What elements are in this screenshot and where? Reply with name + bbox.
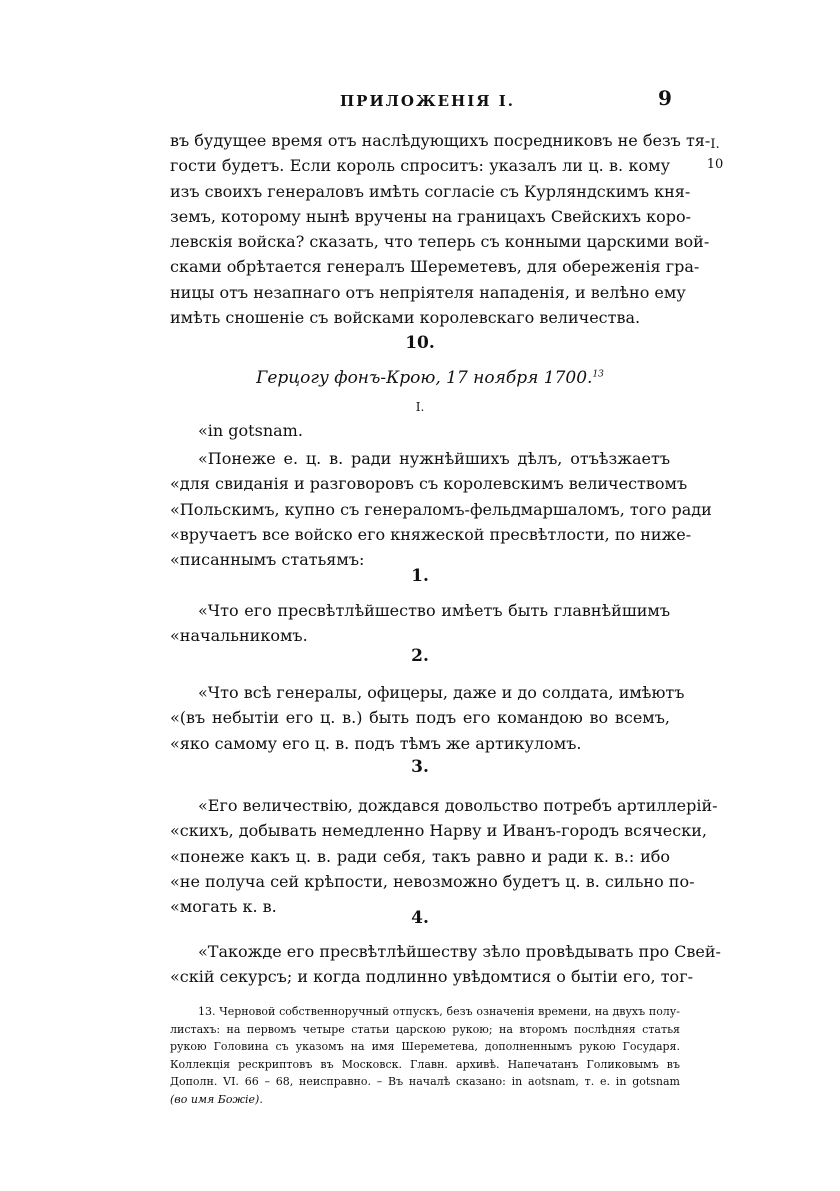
text-line: «(въ небытіи его ц. в.) быть подъ его командою во всемъ, [170, 708, 670, 728]
text-line: «начальникомъ. [170, 626, 308, 646]
text-line: «Что всѣ генералы, офицеры, даже и до солдата, имѣютъ [198, 683, 685, 702]
article-number-2: 2. [411, 646, 429, 666]
footnote-line: листахъ: на первомъ четыре статьи царскою рукою; на второмъ послѣдняя статья [170, 1022, 680, 1036]
text-line: гости будетъ. Если король спроситъ: указалъ ли ц. в. кому [170, 156, 670, 176]
letter-intro [170, 446, 712, 572]
footnote-line: Дополн. VI. 66 – 68, неисправно. – Въ началѣ сказано: in aotsnam, т. е. in gotsnam [170, 1075, 680, 1088]
text-line: «понеже какъ ц. в. ради себя, такъ равно и ради к. в.: ибо [170, 846, 670, 866]
text-line: «скихъ, добывать немедленно Нарву и Иванъ-городъ всячески, [170, 821, 707, 841]
text-line: «Что его пресвѣтлѣйшество имѣетъ быть главнѣйшимъ [198, 601, 670, 620]
article-3 [170, 793, 718, 919]
text-line: «вручаетъ все войско его княжеской пресвѣтлости, по ниже- [170, 524, 692, 544]
text-line: земъ, которому нынѣ вручены на границахъ Свейскихъ коро- [170, 206, 692, 226]
footnote [170, 1003, 680, 1108]
section-number: 10. [405, 333, 435, 353]
article-number-4: 4. [411, 908, 429, 928]
text-line: «писаннымъ статьямъ: [170, 550, 365, 570]
text-line: «могать к. в. [170, 897, 277, 917]
footnote-marker: 13 [592, 369, 604, 380]
margin-note-document: 10 [706, 157, 724, 172]
invocation-text: «in gotsnam. [198, 421, 303, 440]
page-number: 9 [658, 86, 672, 110]
text-line: «для свиданія и разговоровъ съ королевскимъ величествомъ [170, 474, 688, 494]
footnote-line: (во имя Божіе). [170, 1092, 263, 1106]
text-line: «Понеже е. ц. в. ради нужнѣйшихъ дѣлъ, отъѣзжаетъ [198, 449, 670, 468]
article-4 [170, 939, 721, 990]
text-line: сками обрѣтается генералъ Шереметевъ, для обереженія гра- [170, 257, 700, 277]
invocation [170, 418, 670, 443]
text-line: «не получа сей крѣпости, невозможно будетъ ц. в. сильно по- [170, 871, 695, 891]
text-line: «Такожде его пресвѣтлѣйшеству зѣло провѣдывать про Свей- [198, 942, 721, 961]
article-1 [170, 598, 670, 649]
sheet-marker: I. [415, 400, 425, 414]
letter-title [170, 368, 690, 388]
text-line: левскія войска? сказать, что теперь съ конными царскими вой- [170, 232, 710, 252]
article-number-1: 1. [411, 566, 429, 586]
footnote-line: Коллекція рескриптовъ въ Московск. Главн. архивѣ. Напечатанъ Голиковымъ въ [170, 1057, 680, 1071]
article-2 [170, 680, 685, 756]
paragraph-continuation [170, 128, 711, 330]
text-line: «яко самому его ц. в. подъ тѣмъ же артикуломъ. [170, 733, 582, 753]
text-line: изъ своихъ генераловъ имѣть согласіе съ Курляндскимъ кня- [170, 181, 691, 201]
text-line: имѣть сношеніе съ войсками королевскаго величества. [170, 308, 641, 328]
text-line: въ будущее время отъ наслѣдующихъ посредниковъ не безъ тя- [170, 131, 711, 150]
text-line: ницы отъ незапнаго отъ непріятеля нападенія, и велѣно ему [170, 282, 686, 302]
running-header: ПРИЛОЖЕНІЯ I. [340, 92, 515, 110]
footnote-line: 13. Черновой собственноручный отпускъ, безъ означенія времени, на двухъ полу- [198, 1005, 680, 1018]
text-line: «Его величествію, дождався довольство потребъ артиллерій- [198, 796, 718, 815]
article-number-3: 3. [411, 757, 429, 777]
letter-title-text: Герцогу фонъ-Крою, 17 ноября 1700. [256, 368, 593, 388]
text-line: «скій секурсъ; и когда подлинно увѣдомтися о бытіи его, тог- [170, 967, 693, 987]
margin-note-volume: I. [710, 137, 720, 152]
footnote-line: рукою Головина съ указомъ на имя Шереметева, дополненнымъ рукою Государя. [170, 1040, 680, 1053]
text-line: «Польскимъ, купно съ генераломъ-фельдмаршаломъ, того ради [170, 499, 712, 519]
